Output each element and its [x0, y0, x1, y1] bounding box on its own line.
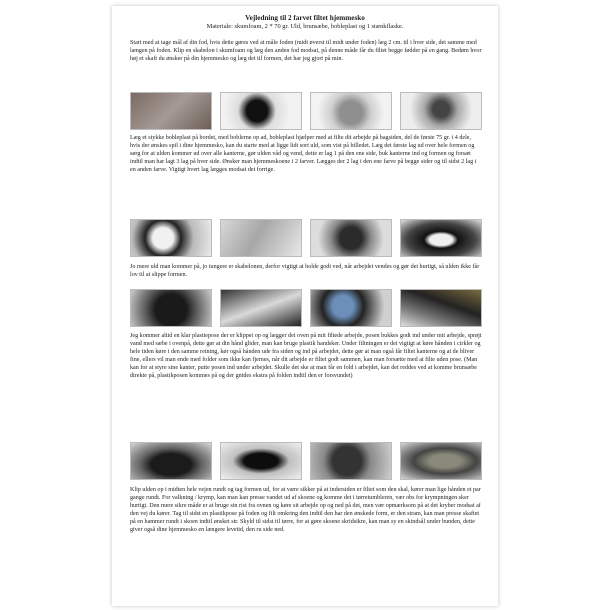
- photo-felting-bag: [400, 289, 482, 327]
- photo-row-2: [130, 219, 482, 257]
- photo-cut-open: [130, 442, 212, 480]
- paragraph-finishing: Klip ulden op i midten hele vejen rundt og tag formen ud, for at være sikker på at indersiden er filtet som den skal, kører man lige hånden et par gange rundt. For valkning / krymp, kan man kan presse vandet ud af skoene og komme det i tørretumbleren, vær obs for krympningen sker hurtigt. Den mere sikre måde er at bruge sin rist fra ovnen og køre sit arbejde op og ned på det, men vær opmærksom på at det kryber modsat af den vej du kører. Tag til sidst en plastikpose på foden og filt omkring den indtil den har den ønskede form, er den stram, kan man presse skaftet på en hammer rundt i skoen indtil ønsket str. Skyld til sidst til tørre, for at gøre skoene skridsikre, kan man sy en skindsål under bunden, dette giver også dine hjemmesko en længere levetid, den ru side ned.: [130, 487, 481, 534]
- paragraph-turning: Jo mere uld man kommer på, jo tungere er skabelonen, derfor vigtigt at holde godt ved, når arbejdet vendes og gør det hurtigt, så ulden ikke får lov til at slippe formen.: [130, 264, 480, 279]
- photo-first-layer: [220, 92, 302, 130]
- photo-layer-3: [220, 219, 302, 257]
- photo-slipper-shape: [220, 442, 302, 480]
- photo-template: [130, 92, 212, 130]
- photo-row-1: [130, 92, 482, 130]
- photo-felting-2: [220, 289, 302, 327]
- photo-wet-wool: [400, 92, 482, 130]
- photo-wool-layer: [310, 92, 392, 130]
- photo-layer-5: [400, 219, 482, 257]
- paragraph-felting: Jeg kommer altid en klar plastiepose der er klippet op og lægger det oven på mit filtede arbejde, posen bukkes godt ind under mit arbejde, sprøjt vand med sæbe i ovenpå, dette gør at din hånd glider, man kan bruge plastik handsker. Under filtningen er det vigtigt at køre hånden i cirkler og hele tiden køre i den samme retning, kør også hånden ude fra siden og ind på arbejdet, dette gør at man også får filtet kanterne og at de bliver fine, ellers vil man ende med folder som ikke kan fjernes, når dit arbejde er filtet godt sammen, kan man forsætte med at filte uden pose. (Man kan for at styre sine kanter, putte posen ind under arbejdet. Skulle det ske at man får en fold i arbejdet, kan det reddes ved at komme brunsæbe direkte på, plastikposen kommes på og der gnides ekstra på folden indtil den er forsvundet): [130, 333, 482, 380]
- photo-layer-4: [310, 219, 392, 257]
- photo-felting-hand: [310, 289, 392, 327]
- photo-fulling: [310, 442, 392, 480]
- photo-finished-slipper: [400, 442, 482, 480]
- photo-row-4: [130, 442, 482, 480]
- document-page: [112, 6, 498, 606]
- photo-row-3: [130, 289, 482, 327]
- paragraph-intro: Start med at tage mål af din fod, hvis dette gøres ved at måle foden (midt øverst til midt under foden) læg 2 cm. til i hver side, det samme med længen på foden. Klip en skabelon i skumfoam og læg den anden fod modsat, på denne måde får du filtet begge fødder på en gang. Bedøm hvor høj et skaft du ønsker på din hjemmesko og læg det til formen, det har jeg gjort på min.: [130, 40, 482, 63]
- document-title: Vejledning til 2 farvet filtet hjemmesko: [245, 14, 365, 22]
- photo-layer-2: [130, 219, 212, 257]
- photo-felting-1: [130, 289, 212, 327]
- materials-line: Materiale: skumfoam, 2 * 70 gr. Uld, brunsæbe, bobleplast og 1 stænkflaske.: [206, 23, 404, 30]
- paragraph-layering: Læg et stykke bobleplast på bordet, med boblerne op ad, bobleplast hjælper med at filte dit arbejde på bagsiden, del de første 75 gr. i 4 dele, hvis der ønskes spil i dine hjemmesko, kan du starte med at ligge lidt sort uld, som vist på billedet. Læg det første lag ud over hele formen og sørg for at ulden kommer ud over alle kanterne, gør ulden våd og vend, dette er lag 1 på den ene side, buk kanterne ind og formen og forsæt indtil man har lagt 3 lag på hver side. Ønsker man hjemmeskoene i 2 farver. Lægges der 2 lag i den ene farve på begge sider og til sidst 2 lag i en anden farve. Vigtigt hvert lag lægges modsat det forrige.: [130, 135, 477, 174]
